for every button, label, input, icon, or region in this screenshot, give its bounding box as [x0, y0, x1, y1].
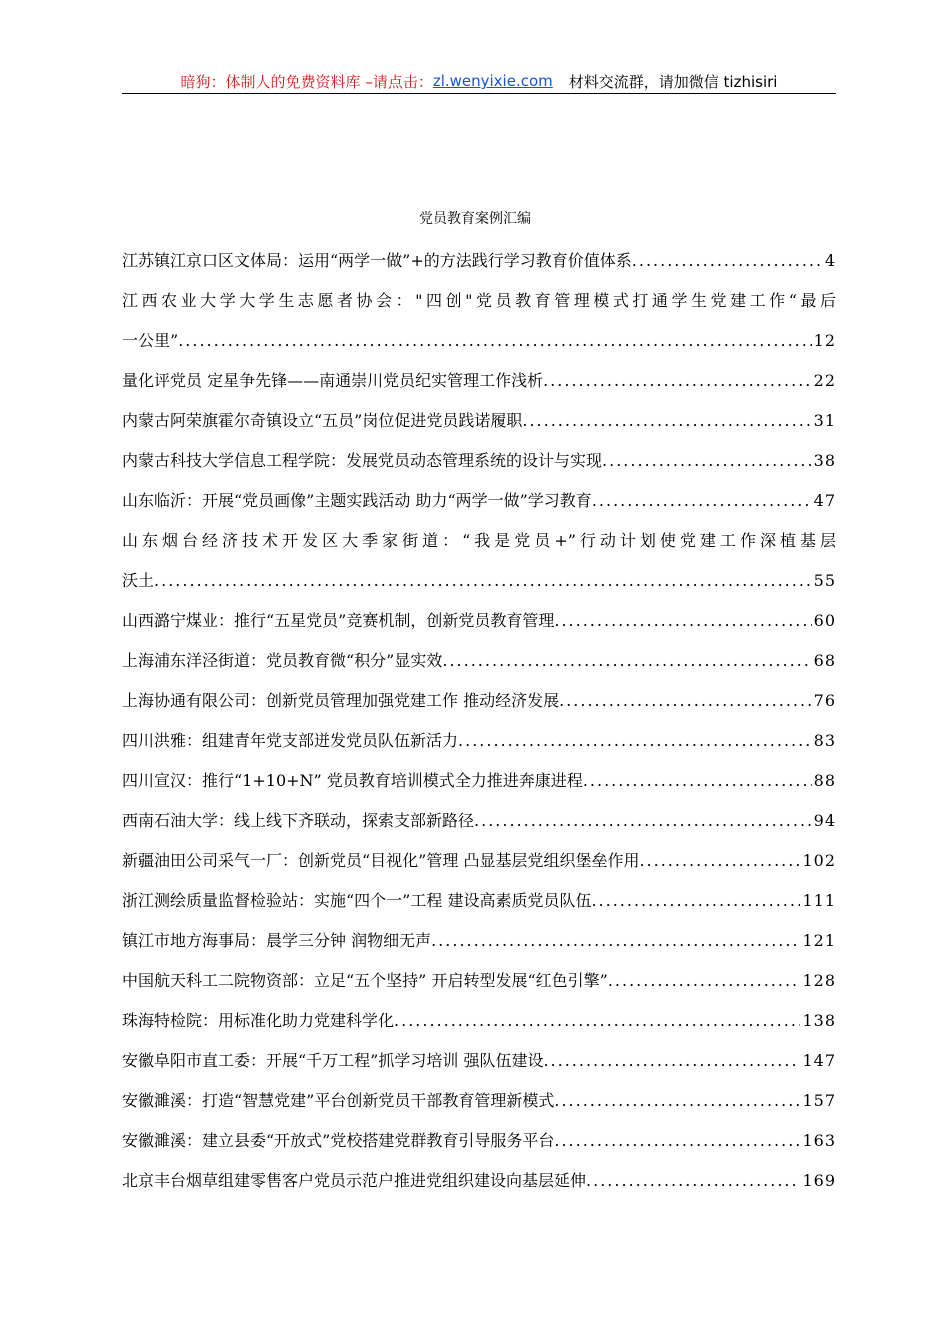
toc-entry[interactable]	[122, 848, 836, 888]
toc-entry-title: 中国航天科工二院物资部：立足“五个坚持” 开启转型发展“红色引擎”	[122, 971, 608, 990]
table-of-contents	[122, 248, 836, 1208]
toc-entry[interactable]	[122, 488, 836, 528]
toc-entry[interactable]	[122, 928, 836, 968]
toc-entry[interactable]	[122, 408, 836, 448]
toc-entry[interactable]	[122, 1088, 836, 1128]
page-title: 党员教育案例汇编	[419, 211, 531, 227]
toc-entry-title: 北京丰台烟草组建零售客户党员示范户推进党组织建设向基层延伸	[122, 1171, 587, 1190]
toc-page-number: 88	[813, 771, 836, 790]
toc-leader-dots	[543, 1048, 800, 1074]
toc-entry[interactable]	[122, 808, 836, 848]
header-prefix: 暗狗：体制人的免费资料库 –请点击：	[180, 72, 433, 91]
toc-leader-dots	[442, 648, 811, 674]
header-suffix: 材料交流群，请加微信 tizhisiri	[568, 72, 778, 91]
toc-leader-dots	[639, 848, 800, 874]
toc-entry-title: 安徽阜阳市直工委：开展“千万工程”抓学习培训 强队伍建设	[122, 1051, 544, 1070]
toc-entry-title: 山东临沂：开展“党员画像”主题实践活动 助力“两学一做”学习教育	[122, 491, 592, 510]
toc-page-number: 76	[813, 691, 836, 710]
toc-page-number: 138	[802, 1011, 836, 1030]
toc-page-number: 169	[802, 1171, 836, 1190]
toc-leader-dots	[522, 408, 811, 434]
toc-leader-dots	[178, 328, 811, 354]
toc-page-number: 157	[802, 1091, 836, 1110]
toc-entry-title: 上海浦东洋泾街道：党员教育微“积分”显实效	[122, 651, 443, 670]
toc-entry[interactable]	[122, 328, 836, 368]
toc-leader-dots	[592, 488, 812, 514]
toc-page-number: 22	[813, 371, 836, 390]
toc-entry-title: 山东烟台经济技术开发区大季家街道：“我是党员+”行动计划使党建工作深植基层	[122, 531, 836, 550]
toc-entry-title: 上海协通有限公司：创新党员管理加强党建工作 推动经济发展	[122, 691, 560, 710]
toc-entry[interactable]	[122, 688, 836, 728]
toc-leader-dots	[394, 1008, 800, 1034]
toc-entry[interactable]	[122, 448, 836, 488]
toc-entry-title: 内蒙古阿荣旗霍尔奇镇设立“五员”岗位促进党员践诺履职	[122, 411, 523, 430]
toc-leader-dots	[586, 1168, 800, 1194]
toc-entry[interactable]	[122, 1048, 836, 1088]
toc-page-number: 102	[802, 851, 836, 870]
toc-entry[interactable]	[122, 528, 836, 568]
toc-leader-dots	[559, 688, 812, 714]
toc-page-number: 38	[813, 451, 836, 470]
toc-entry-title: 安徽濉溪：建立县委“开放式”党校搭建党群教育引导服务平台	[122, 1131, 555, 1150]
toc-entry-title: 内蒙古科技大学信息工程学院：发展党员动态管理系统的设计与实现	[122, 451, 603, 470]
toc-entry[interactable]	[122, 1008, 836, 1048]
toc-page-number: 47	[813, 491, 836, 510]
toc-entry-title: 量化评党员 定星争先锋——南通崇川党员纪实管理工作浅析	[122, 371, 544, 390]
toc-page-number: 163	[802, 1131, 836, 1150]
toc-page-number: 12	[813, 331, 836, 350]
toc-page-number: 4	[824, 251, 836, 270]
toc-entry-title-cont: 沃土	[122, 571, 155, 590]
toc-entry-title: 西南石油大学：线上线下齐联动，探索支部新路径	[122, 811, 475, 830]
toc-page-number: 147	[802, 1051, 836, 1070]
toc-page-number: 31	[813, 411, 836, 430]
toc-entry[interactable]	[122, 1128, 836, 1168]
page-header	[122, 70, 836, 92]
toc-entry[interactable]	[122, 1168, 836, 1208]
toc-leader-dots	[608, 968, 801, 994]
toc-leader-dots	[583, 768, 812, 794]
toc-entry-title: 四川洪雅：组建青年党支部迸发党员队伍新活力	[122, 731, 459, 750]
toc-entry-title: 珠海特检院：用标准化助力党建科学化	[122, 1011, 395, 1030]
toc-page-number: 60	[813, 611, 836, 630]
toc-leader-dots	[591, 888, 800, 914]
toc-page-number: 121	[802, 931, 836, 950]
toc-page-number: 83	[813, 731, 836, 750]
toc-leader-dots	[554, 608, 811, 634]
toc-entry-title: 镇江市地方海事局：晨学三分钟 润物细无声	[122, 931, 432, 950]
toc-leader-dots	[474, 808, 812, 834]
toc-entry[interactable]	[122, 968, 836, 1008]
toc-entry[interactable]	[122, 768, 836, 808]
toc-entry[interactable]	[122, 888, 836, 928]
toc-entry[interactable]	[122, 728, 836, 768]
toc-entry-title: 安徽濉溪：打造“智慧党建”平台创新党员干部教育管理新模式	[122, 1091, 555, 1110]
toc-entry-title: 江西农业大学大学生志愿者协会："四创"党员教育管理模式打通学生党建工作“最后	[122, 291, 836, 310]
toc-entry-title: 江苏镇江京口区文体局：运用“两学一做”+的方法践行学习教育价值体系	[122, 251, 632, 270]
toc-leader-dots	[154, 568, 812, 594]
header-link[interactable]: zl.wenyixie.com	[432, 72, 553, 90]
toc-entry[interactable]	[122, 568, 836, 608]
toc-entry[interactable]	[122, 248, 836, 288]
toc-leader-dots	[554, 1088, 800, 1114]
toc-page-number: 111	[802, 891, 836, 910]
toc-entry-title: 新疆油田公司采气一厂：创新党员“目视化”管理 凸显基层党组织堡垒作用	[122, 851, 640, 870]
toc-leader-dots	[554, 1128, 800, 1154]
toc-entry-title-cont: 一公里”	[122, 331, 179, 350]
toc-leader-dots	[431, 928, 800, 954]
header-rule	[122, 93, 836, 94]
toc-leader-dots	[632, 248, 823, 274]
toc-leader-dots	[458, 728, 812, 754]
toc-page-number: 94	[813, 811, 836, 830]
toc-entry-title: 四川宣汉：推行“1+10+N” 党员教育培训模式全力推进奔康进程	[122, 771, 583, 790]
toc-entry-title: 浙江测绘质量监督检验站：实施“四个一”工程 建设高素质党员队伍	[122, 891, 592, 910]
toc-page-number: 128	[802, 971, 836, 990]
toc-leader-dots	[543, 368, 812, 394]
toc-entry[interactable]	[122, 288, 836, 328]
toc-page-number: 55	[813, 571, 836, 590]
toc-entry-title: 山西潞宁煤业：推行“五星党员”竞赛机制，创新党员教育管理	[122, 611, 555, 630]
toc-entry[interactable]	[122, 368, 836, 408]
toc-entry[interactable]	[122, 608, 836, 648]
toc-entry[interactable]	[122, 648, 836, 688]
toc-leader-dots	[602, 448, 812, 474]
toc-page-number: 68	[813, 651, 836, 670]
